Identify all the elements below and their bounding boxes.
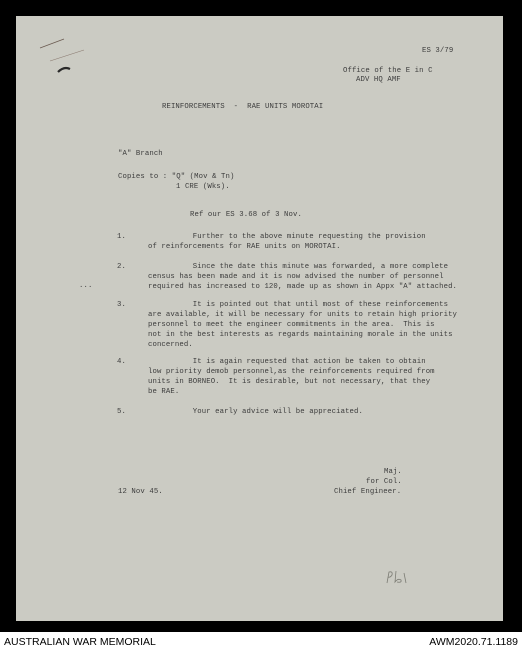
paragraph-line: of reinforcements for RAE units on MOROTAI. (148, 243, 341, 251)
document-page (16, 16, 503, 621)
paragraph-line: Since the date this minute was forwarded, a more complete (148, 263, 449, 271)
paragraph-number: 1. (117, 233, 126, 241)
paragraph-number: 3. (117, 301, 126, 309)
paragraph-number: 5. (117, 408, 126, 416)
margin-mark: ... (79, 282, 93, 290)
paragraph-line: concerned. (148, 341, 193, 349)
paragraph-line: be RAE. (148, 388, 180, 396)
paragraph-line: Further to the above minute requesting the provision (148, 233, 426, 241)
signature-for: for Col. (366, 478, 402, 486)
addressee: "A" Branch (118, 150, 163, 158)
paragraph-line: census has been made and it is now advised the number of personnel (148, 273, 444, 281)
office-line-2: ADV HQ AMF (356, 76, 401, 84)
document-title: REINFORCEMENTS - RAE UNITS MOROTAI (162, 103, 324, 111)
copies-line-2: 1 CRE (Wks). (176, 183, 230, 191)
paragraph-line: not in the best interests as regards maintaining morale in the units (148, 331, 453, 339)
paragraph-number: 4. (117, 358, 126, 366)
paragraph-number: 2. (117, 263, 126, 271)
paragraph-line: It is again requested that action be taken to obtain (148, 358, 426, 366)
file-reference: ES 3/79 (422, 47, 454, 55)
signature-rank: Maj. (384, 468, 402, 476)
signature-title: Chief Engineer. (334, 488, 402, 496)
office-line-1: Office of the E in C (343, 67, 433, 75)
paragraph-line: personnel to meet the engineer commitments in the area. This is (148, 321, 435, 329)
corner-ink-mark (36, 36, 96, 76)
paragraph-line: low priority demob personnel,as the reinforcements required from (148, 368, 435, 376)
footer-source: AUSTRALIAN WAR MEMORIAL (4, 636, 156, 648)
paragraph-line: are available, it will be necessary for units to retain high priority (148, 311, 458, 319)
footer-accession-number: AWM2020.71.1189 (429, 636, 518, 648)
reference-line: Ref our ES 3.68 of 3 Nov. (190, 211, 302, 219)
handwritten-initials (384, 569, 410, 585)
copies-line-1: Copies to : "Q" (Mov & Tn) (118, 173, 235, 181)
paragraph-line: units in BORNEO. It is desirable, but not necessary, that they (148, 378, 431, 386)
paragraph-line: Your early advice will be appreciated. (148, 408, 363, 416)
paragraph-line: It is pointed out that until most of these reinforcements (148, 301, 449, 309)
footer-bar (0, 632, 522, 653)
paragraph-line: required has increased to 120, made up as shown in Appx "A" attached. (148, 283, 458, 291)
date-line: 12 Nov 45. (118, 488, 163, 496)
